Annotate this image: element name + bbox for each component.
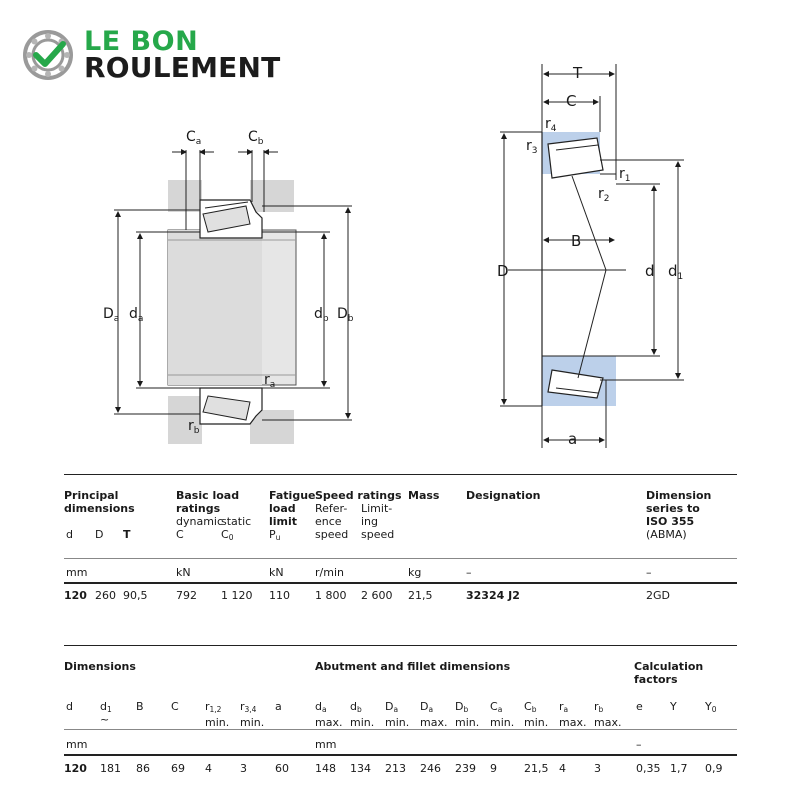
table2-data-rule [64, 754, 737, 756]
unit-designation: – [466, 566, 472, 579]
unit-kN-fatigue: kN [269, 566, 284, 579]
cell2-d1: 181 [100, 762, 121, 775]
label-r1: $r_1$ [619, 166, 631, 184]
sym2-C: C [171, 700, 179, 713]
hdr-calc-factors: Calculation factors [634, 660, 704, 686]
label-da: $d_a$ [129, 306, 144, 324]
cell-C: 792 [176, 589, 197, 602]
sym2-r34: $r_{3,4}$ min. [240, 700, 265, 729]
cell2-Da-max: 246 [420, 762, 441, 775]
cell2-r12: 4 [205, 762, 212, 775]
unit-rmin: r/min [315, 566, 344, 579]
sym2-Da-max: $D_a$ max. [420, 700, 448, 729]
sym-C: C [176, 528, 184, 541]
label-r4: $r_4$ [545, 116, 557, 134]
table2-header-rule [64, 729, 737, 730]
label-db: $d_b$ [314, 306, 329, 324]
table1-data-rule [64, 582, 737, 584]
sym-T: T [123, 528, 131, 541]
label-d: d [645, 262, 655, 280]
label-rb: $r_b$ [188, 418, 200, 436]
label-D: D [497, 262, 509, 280]
label-C: C [566, 92, 577, 110]
hdr-dimensions: Dimensions [64, 660, 136, 673]
hdr-limiting-speed: Limit- ing speed [361, 502, 395, 541]
sym2-e: e [636, 700, 643, 713]
hdr-abma: (ABMA) [646, 528, 687, 541]
hdr-abutment: Abutment and fillet dimensions [315, 660, 511, 673]
cell2-ra: 4 [559, 762, 566, 775]
cell-lim-speed: 2 600 [361, 589, 393, 602]
cell2-d: 120 [64, 762, 87, 775]
unit2-calc: – [636, 738, 642, 751]
cell2-db: 134 [350, 762, 371, 775]
unit-mm: mm [66, 566, 88, 579]
cell-D: 260 [95, 589, 116, 602]
label-Db: $D_b$ [337, 306, 354, 324]
logo-line-1: LE BON [84, 26, 199, 57]
hdr-dimension-series: Dimension series to ISO 355 [646, 489, 712, 528]
label-Ca: $C_a$ [186, 129, 202, 147]
cell2-Da-min: 213 [385, 762, 406, 775]
hdr-principal: Principal dimensions [64, 489, 135, 515]
cell-T: 90,5 [123, 589, 148, 602]
bearing-section-drawing [497, 64, 684, 448]
label-r2: $r_2$ [598, 186, 610, 204]
sym2-db: $d_b$ min. [350, 700, 375, 729]
sym2-Y0: $Y_0$ [705, 700, 717, 714]
sym2-B: B [136, 700, 144, 713]
sym2-Da-min: $D_a$ min. [385, 700, 410, 729]
cell2-a: 60 [275, 762, 289, 775]
label-ra: $r_a$ [264, 372, 276, 390]
table1-header-rule [64, 558, 737, 559]
sym2-d1: $d_1$ ~ [100, 700, 112, 726]
sym2-Db: $D_b$ min. [455, 700, 480, 729]
cell2-da: 148 [315, 762, 336, 775]
sym2-ra: $r_a$ max. [559, 700, 587, 729]
label-d1: $d_1$ [668, 262, 684, 282]
label-Da: $D_a$ [103, 306, 120, 324]
cell-Pu: 110 [269, 589, 290, 602]
sym2-rb: $r_b$ max. [594, 700, 622, 729]
cell2-Y: 1,7 [670, 762, 688, 775]
unit-series: – [646, 566, 652, 579]
sym-C0: $C_0$ [221, 528, 234, 542]
label-Cb: $C_b$ [248, 129, 264, 147]
cell2-r34: 3 [240, 762, 247, 775]
sym-D: D [95, 528, 104, 541]
cell2-Y0: 0,9 [705, 762, 723, 775]
cell2-e: 0,35 [636, 762, 661, 775]
mounting-drawing [103, 129, 354, 444]
table2-top-rule [64, 645, 737, 646]
cell2-Cb: 21,5 [524, 762, 549, 775]
cell-ref-speed: 1 800 [315, 589, 347, 602]
sym2-da: $d_a$ max. [315, 700, 343, 729]
sym2-Cb: $C_b$ min. [524, 700, 549, 729]
hdr-mass: Mass [408, 489, 440, 502]
sym2-d: d [66, 700, 73, 713]
hdr-speed: Speed ratings [315, 489, 402, 502]
cell-mass: 21,5 [408, 589, 433, 602]
hdr-fatigue: Fatigue load limit [269, 489, 316, 528]
sym-d: d [66, 528, 73, 541]
sym2-a: a [275, 700, 282, 713]
hdr-static: static [221, 515, 252, 528]
cell-C0: 1 120 [221, 589, 253, 602]
sym2-r12: $r_{1,2}$ min. [205, 700, 230, 729]
hdr-designation: Designation [466, 489, 541, 502]
label-r3: $r_3$ [526, 138, 538, 156]
sym-Pu: $P_u$ [269, 528, 281, 542]
logo-line-2: ROULEMENT [84, 51, 281, 84]
unit-kg: kg [408, 566, 422, 579]
cell-d: 120 [64, 589, 87, 602]
cell2-Ca: 9 [490, 762, 497, 775]
cell-series: 2GD [646, 589, 670, 602]
sym2-Y: Y [670, 700, 677, 713]
label-T: T [573, 64, 583, 82]
unit2-mm-abutment: mm [315, 738, 337, 751]
hdr-dynamic: dynamic [176, 515, 224, 528]
label-a: a [568, 430, 578, 448]
hdr-reference-speed: Refer- ence speed [315, 502, 349, 541]
unit2-mm-dims: mm [66, 738, 88, 751]
cell-designation: 32324 J2 [466, 589, 520, 602]
cell2-C: 69 [171, 762, 185, 775]
sym2-Ca: $C_a$ min. [490, 700, 515, 729]
cell2-B: 86 [136, 762, 150, 775]
cell2-rb: 3 [594, 762, 601, 775]
label-B: B [571, 232, 582, 250]
cell2-Db: 239 [455, 762, 476, 775]
table1-top-rule [64, 474, 737, 475]
hdr-basic-load: Basic load ratings [176, 489, 240, 515]
unit-kN-ratings: kN [176, 566, 191, 579]
